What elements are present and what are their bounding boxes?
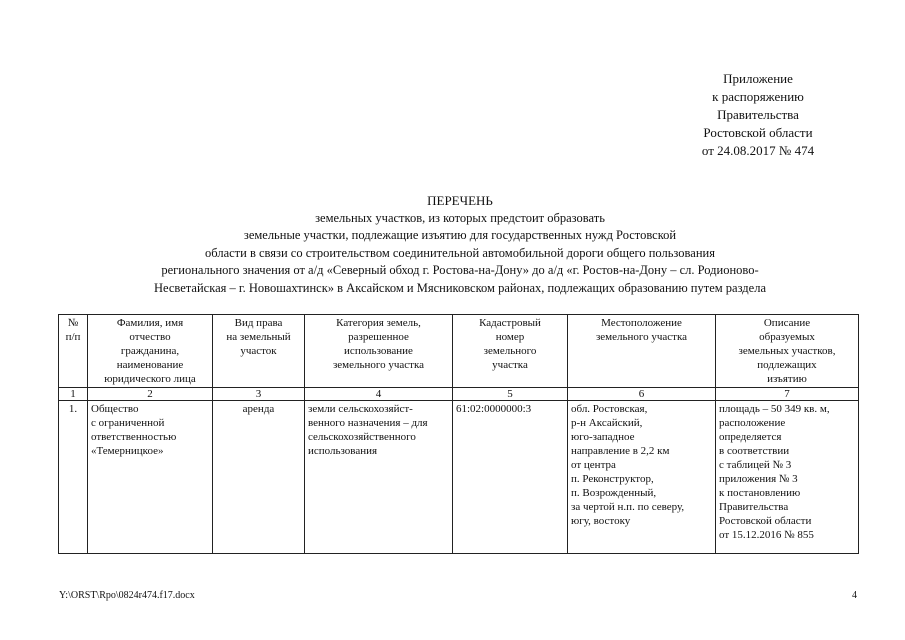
approval-line: от 24.08.2017 № 474	[701, 143, 815, 158]
document-title	[40, 192, 880, 297]
title-line: земельных участков, из которых предстоит образовать	[315, 210, 605, 225]
page-number: 4	[852, 590, 857, 601]
approval-line: Приложение	[723, 71, 793, 86]
title-line: Несветайская – г. Новошахтинск» в Аксайском и Мясниковском районах, подлежащих образованию путем раздела	[153, 280, 766, 295]
approval-block	[648, 70, 868, 160]
column-number: 1	[59, 388, 88, 401]
column-number: 6	[568, 388, 716, 401]
header-cell-number: № п/п	[59, 315, 88, 388]
row-category: земли сельскохозяйст- венного назначения – для сельскохозяйственного использования	[305, 401, 453, 554]
row-right-type: аренда	[213, 401, 305, 554]
footer-file-path: Y:\ORST\Rpo\0824r474.f17.docx	[59, 590, 195, 601]
header-cell-right-type: Вид права на земельный участок	[213, 315, 305, 388]
title-heading: ПЕРЕЧЕНЬ	[427, 193, 493, 208]
column-number-row	[59, 388, 859, 401]
header-cell-description: Описание образуемых земельных участков, подлежащих изъятию	[716, 315, 859, 388]
row-cadastral-number: 61:02:0000000:3	[453, 401, 568, 554]
land-plots-table	[58, 314, 859, 554]
column-number: 2	[88, 388, 213, 401]
column-number: 4	[305, 388, 453, 401]
row-name: Общество с ограниченной ответственностью «Темерницкое»	[88, 401, 213, 554]
approval-line: Правительства	[717, 107, 799, 122]
row-number: 1.	[59, 401, 88, 554]
title-line: области в связи со строительством соединительной автомобильной дороги общего пользования	[205, 245, 715, 260]
row-location: обл. Ростовская, р-н Аксайский, юго-западное направление в 2,2 км от центра п. Реконструктор, п. Возрожденный, за чертой н.п. по северу, югу, востоку	[568, 401, 716, 554]
column-number: 3	[213, 388, 305, 401]
column-number: 5	[453, 388, 568, 401]
approval-line: Ростовской области	[703, 125, 813, 140]
title-line: регионального значения от а/д «Северный обход г. Ростова-на-Дону» до а/д «г. Ростов-на-Дону – сл. Родионово-	[161, 263, 759, 277]
approval-line: к распоряжению	[712, 89, 804, 104]
header-cell-location: Местоположение земельного участка	[568, 315, 716, 388]
column-number: 7	[716, 388, 859, 401]
header-cell-cadastral: Кадастровый номер земельного участка	[453, 315, 568, 388]
title-line: земельные участки, подлежащие изъятию для государственных нужд Ростовской	[243, 228, 677, 242]
table-row	[59, 401, 859, 554]
table-header-row	[59, 315, 859, 388]
header-cell-name: Фамилия, имя отчество гражданина, наименование юридического лица	[88, 315, 213, 388]
header-cell-category: Категория земель, разрешенное использование земельного участка	[305, 315, 453, 388]
row-description: площадь – 50 349 кв. м, расположение определяется в соответствии с таблицей № 3 приложения № 3 к постановлению Правительства Ростовской области от 15.12.2016 № 855	[716, 401, 859, 554]
